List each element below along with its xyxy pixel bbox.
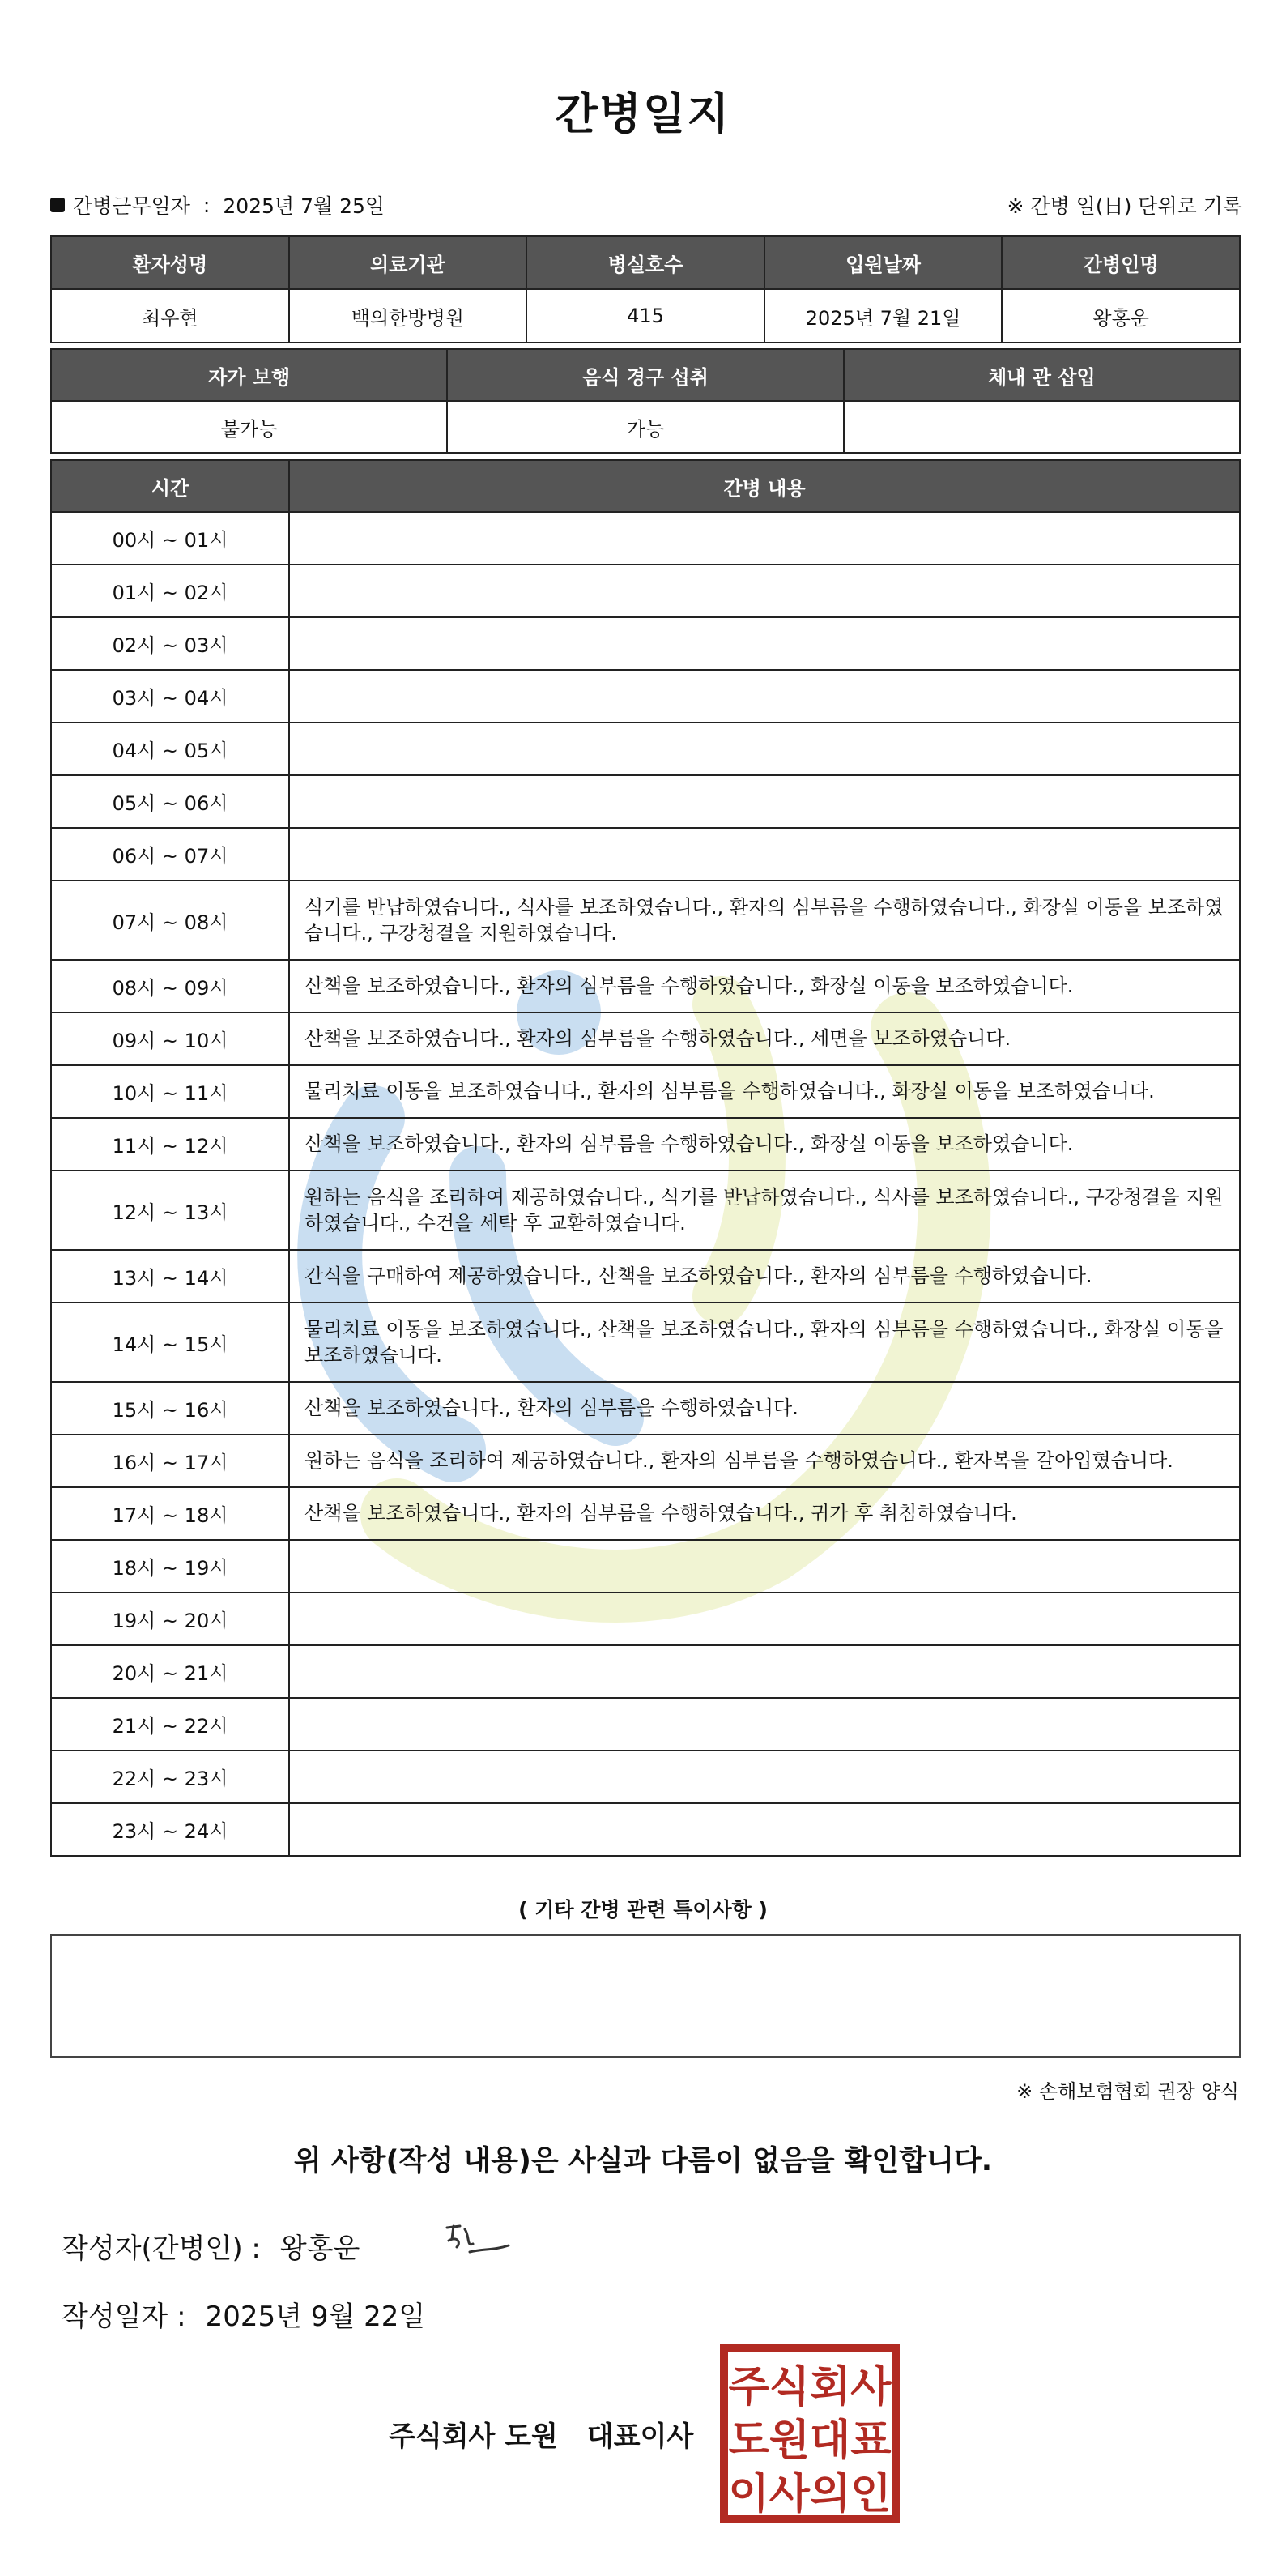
log-time-cell: 00시 ~ 01시 <box>51 512 289 565</box>
written-date-row <box>62 2294 425 2334</box>
table-row <box>51 960 1240 1013</box>
log-content-cell <box>289 670 1240 723</box>
log-content-cell <box>289 1751 1240 1803</box>
log-time-cell: 03시 ~ 04시 <box>51 670 289 723</box>
log-time-cell: 05시 ~ 06시 <box>51 775 289 828</box>
tube-insertion-value <box>844 401 1240 453</box>
care-log-table <box>50 459 1241 1857</box>
log-content-cell: 간식을 구매하여 제공하였습니다., 산책을 보조하였습니다., 환자의 심부름을 수행하였습니다. <box>289 1250 1240 1303</box>
oral-intake-value: 가능 <box>447 401 843 453</box>
log-time-cell: 15시 ~ 16시 <box>51 1382 289 1435</box>
log-time-cell: 14시 ~ 15시 <box>51 1303 289 1382</box>
table-header-row <box>51 236 1240 289</box>
table-row <box>51 723 1240 775</box>
log-content-cell: 원하는 음식을 조리하여 제공하였습니다., 환자의 심부름을 수행하였습니다., 환자복을 갈아입혔습니다. <box>289 1435 1240 1487</box>
log-time-cell: 10시 ~ 11시 <box>51 1065 289 1118</box>
table-row <box>51 828 1240 881</box>
table-row <box>51 1118 1240 1171</box>
admission-date: 2025년 7월 21일 <box>764 289 1003 343</box>
work-date-label: 간병근무일자 <box>73 194 190 218</box>
svg-text:주식회사: 주식회사 <box>728 2363 892 2412</box>
log-content-cell <box>289 1645 1240 1698</box>
table-row <box>51 881 1240 960</box>
written-date-value: 2025년 9월 22일 <box>205 2301 426 2333</box>
work-date-value: 2025년 7월 25일 <box>223 194 385 218</box>
author-label: 작성자(간병인) : <box>62 2233 261 2265</box>
log-content-cell <box>289 723 1240 775</box>
self-walking-value: 불가능 <box>51 401 447 453</box>
table-row <box>51 512 1240 565</box>
table-row <box>51 1250 1240 1303</box>
room-number: 415 <box>526 289 764 343</box>
log-content-cell <box>289 1593 1240 1645</box>
page-title: 간병일지 <box>555 88 731 139</box>
log-content-cell <box>289 828 1240 881</box>
hospital-name: 백의한방병원 <box>289 289 527 343</box>
header-room-number: 병실호수 <box>526 236 764 289</box>
table-row <box>51 565 1240 617</box>
header-care-content: 간병 내용 <box>289 460 1240 512</box>
header-self-walking: 자가 보행 <box>51 349 447 401</box>
table-row <box>51 1593 1240 1645</box>
table-row <box>51 1487 1240 1540</box>
table-row <box>51 1698 1240 1751</box>
log-content-cell: 물리치료 이동을 보조하였습니다., 환자의 심부름을 수행하였습니다., 화장실 이동을 보조하였습니다. <box>289 1065 1240 1118</box>
log-content-cell <box>289 775 1240 828</box>
table-row <box>51 1065 1240 1118</box>
header-hospital: 의료기관 <box>289 236 527 289</box>
table-row <box>51 1803 1240 1856</box>
log-content-cell <box>289 617 1240 670</box>
log-content-cell: 산책을 보조하였습니다., 환자의 심부름을 수행하였습니다., 세면을 보조하였습니다. <box>289 1013 1240 1065</box>
log-content-cell: 산책을 보조하였습니다., 환자의 심부름을 수행하였습니다., 귀가 후 취침하였습니다. <box>289 1487 1240 1540</box>
notes-box <box>50 1934 1241 2058</box>
log-content-cell: 물리치료 이동을 보조하였습니다., 산책을 보조하였습니다., 환자의 심부름을 수행하였습니다., 화장실 이동을 보조하였습니다. <box>289 1303 1240 1382</box>
log-content-cell: 산책을 보조하였습니다., 환자의 심부름을 수행하였습니다. <box>289 1382 1240 1435</box>
table-row <box>51 1751 1240 1803</box>
log-time-cell: 01시 ~ 02시 <box>51 565 289 617</box>
author-name: 왕홍운 <box>279 2233 360 2265</box>
table-row <box>51 1171 1240 1250</box>
log-time-cell: 22시 ~ 23시 <box>51 1751 289 1803</box>
confirmation-statement: 위 사항(작성 내용)은 사실과 다름이 없음을 확인합니다. <box>293 2145 993 2177</box>
author-row <box>62 2226 360 2266</box>
written-date-label: 작성일자 : <box>62 2301 186 2333</box>
log-content-cell <box>289 1540 1240 1593</box>
header-admission-date: 입원날짜 <box>764 236 1003 289</box>
log-time-cell: 18시 ~ 19시 <box>51 1540 289 1593</box>
log-time-cell: 02시 ~ 03시 <box>51 617 289 670</box>
header-caregiver-name: 간병인명 <box>1002 236 1240 289</box>
table-header-row <box>51 349 1240 401</box>
company-name: 주식회사 도원 <box>389 2420 558 2453</box>
table-row <box>51 617 1240 670</box>
log-time-cell: 17시 ~ 18시 <box>51 1487 289 1540</box>
signature-icon <box>437 2211 518 2268</box>
log-time-cell: 16시 ~ 17시 <box>51 1435 289 1487</box>
log-time-cell: 21시 ~ 22시 <box>51 1698 289 1751</box>
caregiver-name: 왕홍운 <box>1002 289 1240 343</box>
log-time-cell: 23시 ~ 24시 <box>51 1803 289 1856</box>
log-content-cell: 산책을 보조하였습니다., 환자의 심부름을 수행하였습니다., 화장실 이동을 보조하였습니다. <box>289 960 1240 1013</box>
table-row <box>51 1382 1240 1435</box>
table-row <box>51 1013 1240 1065</box>
care-log-body <box>51 512 1240 1856</box>
table-row <box>51 1645 1240 1698</box>
svg-text:이사의인: 이사의인 <box>728 2470 892 2518</box>
notes-title: ( 기타 간병 관련 특이사항 ) <box>518 1898 768 1921</box>
log-content-cell <box>289 512 1240 565</box>
log-content-cell: 산책을 보조하였습니다., 환자의 심부름을 수행하였습니다., 화장실 이동을 보조하였습니다. <box>289 1118 1240 1171</box>
table-row <box>51 1540 1240 1593</box>
header-patient-name: 환자성명 <box>51 236 289 289</box>
log-time-cell: 07시 ~ 08시 <box>51 881 289 960</box>
table-row <box>51 1435 1240 1487</box>
patient-name: 최우현 <box>51 289 289 343</box>
header-tube-insertion: 체내 관 삽입 <box>844 349 1240 401</box>
svg-text:도원대표: 도원대표 <box>728 2416 892 2465</box>
table-row <box>51 775 1240 828</box>
log-content-cell: 식기를 반납하였습니다., 식사를 보조하였습니다., 환자의 심부름을 수행하였습니다., 화장실 이동을 보조하였습니다., 구강청결을 지원하였습니다. <box>289 881 1240 960</box>
log-time-cell: 13시 ~ 14시 <box>51 1250 289 1303</box>
log-time-cell: 06시 ~ 07시 <box>51 828 289 881</box>
work-date-separator: : <box>202 193 211 217</box>
square-bullet-icon <box>50 198 65 212</box>
log-time-cell: 19시 ~ 20시 <box>51 1593 289 1645</box>
table-row <box>51 401 1240 453</box>
log-content-cell <box>289 565 1240 617</box>
log-time-cell: 12시 ~ 13시 <box>51 1171 289 1250</box>
record-note: ※ 간병 일(日) 단위로 기록 <box>1007 194 1242 218</box>
company-seal-icon <box>719 2343 901 2524</box>
log-time-cell: 08시 ~ 09시 <box>51 960 289 1013</box>
company-role: 대표이사 <box>586 2420 694 2453</box>
work-date-row <box>50 191 1242 219</box>
header-oral-intake: 음식 경구 섭취 <box>447 349 843 401</box>
table-row <box>51 1303 1240 1382</box>
header-time: 시간 <box>51 460 289 512</box>
company-signature-row <box>389 2414 693 2454</box>
table-row <box>51 289 1240 343</box>
form-footnote: ※ 손해보험협회 권장 양식 <box>1016 2080 1239 2103</box>
log-content-cell <box>289 1698 1240 1751</box>
log-time-cell: 20시 ~ 21시 <box>51 1645 289 1698</box>
log-content-cell <box>289 1803 1240 1856</box>
log-time-cell: 09시 ~ 10시 <box>51 1013 289 1065</box>
patient-status-table <box>50 348 1241 454</box>
patient-info-table <box>50 235 1241 343</box>
table-header-row <box>51 460 1240 512</box>
log-time-cell: 04시 ~ 05시 <box>51 723 289 775</box>
log-time-cell: 11시 ~ 12시 <box>51 1118 289 1171</box>
table-row <box>51 670 1240 723</box>
log-content-cell: 원하는 음식을 조리하여 제공하였습니다., 식기를 반납하였습니다., 식사를 보조하였습니다., 구강청결을 지원하였습니다., 수건을 세탁 후 교환하였습니다. <box>289 1171 1240 1250</box>
